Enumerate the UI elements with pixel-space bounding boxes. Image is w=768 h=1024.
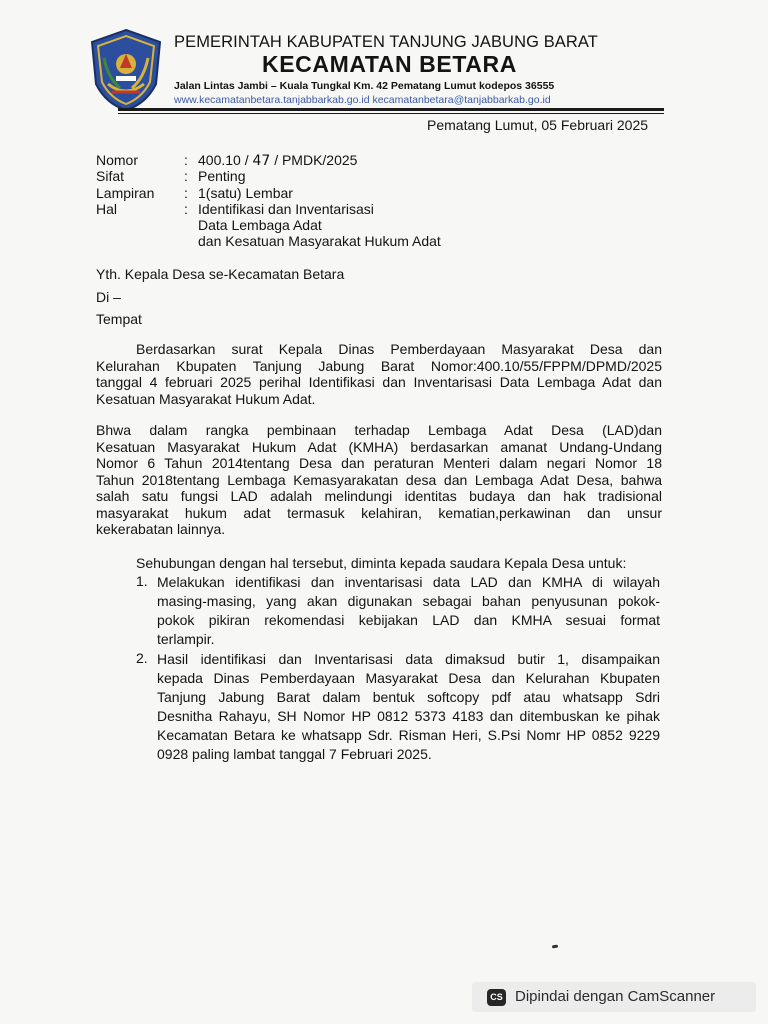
meta-colon: : [184, 201, 188, 217]
paragraph-line: salah satu fungsi LAD adalah melindungi identitas budaya dan hak tradisional [96, 488, 662, 504]
regency-emblem-icon [86, 28, 166, 112]
list-line: kepada Dinas Pemberdayaan Masyarakat Desa dan Kelurahan Kbupaten [157, 670, 660, 686]
paragraph-1 [96, 341, 662, 407]
meta-label-lampiran: Lampiran [96, 185, 155, 201]
list-item [136, 573, 660, 651]
paragraph-line: kekerabatan lainnya. [96, 521, 226, 537]
letter-date: Pematang Lumut, 05 Februari 2025 [427, 117, 649, 133]
list-line: Kecamatan Betara ke whatsapp Sdr. Risman Heri, S.Psi Nomr HP 0852 9229 [157, 727, 660, 743]
paragraph-line: Kelurahan Kbupaten Tanjung Jabung Barat Nomor:400.10/55/FPPM/DPMD/2025 [96, 357, 662, 374]
letterhead-divider-thin [118, 113, 664, 114]
paragraph-line: Tahun 2018tentang Lembaga Kemasyarakatan desa dan Lembaga Adat Desa, bahwa [96, 471, 662, 488]
meta-value-hal-line3: dan Kesatuan Masyarakat Hukum Adat [198, 233, 441, 249]
list-line: terlampir. [157, 631, 215, 647]
list-line: Hasil identifikasi dan Inventarisasi data dimaksud butir 1, disampaikan [157, 651, 660, 667]
meta-value-hal-line2: Data Lembaga Adat [198, 217, 322, 233]
letterhead-address: Jalan Lintas Jambi – Kuala Tungkal Km. 42 Pematang Lumut kodepos 36555 [174, 80, 555, 92]
list-item-body [157, 650, 660, 764]
letterhead-contact [174, 94, 551, 106]
list-line: masing-masing, yang akan digunakan sebagai bahan penyusunan pokok- [157, 593, 660, 609]
list-number: 2. [136, 650, 148, 666]
paragraph-line: Nomor 6 Tahun 2014tentang Desa dan peraturan Menteri dalam negari Nomor 18 [96, 455, 662, 471]
recipient-place: Tempat [96, 311, 142, 327]
list-item [136, 650, 660, 768]
list-number: 1. [136, 573, 148, 589]
meta-label-hal: Hal [96, 201, 118, 217]
meta-label-nomor: Nomor [96, 152, 139, 168]
letterhead-district-title: KECAMATAN BETARA [262, 51, 517, 77]
paragraph-2 [96, 422, 662, 538]
camscanner-watermark [472, 982, 756, 1012]
recipient-di: Di – [96, 289, 121, 305]
meta-colon: : [184, 168, 188, 184]
paragraph-line: Kesatuan Masyarakat Hukum Adat (KMHA) berdasarkan amanat Undang-Undang [96, 438, 662, 455]
camscanner-logo-icon: CS [487, 989, 506, 1006]
meta-value-sifat: Penting [198, 168, 246, 184]
letterhead-divider-thick [118, 108, 664, 111]
paragraph-3-intro: Sehubungan dengan hal tersebut, diminta kepada saudara Kepala Desa untuk: [136, 555, 627, 571]
recipient-line: Yth. Kepala Desa se-Kecamatan Betara [96, 266, 345, 282]
meta-colon: : [184, 152, 188, 168]
letterhead-email-link[interactable]: kecamatanbetara@tanjabbarkab.go.id [372, 94, 551, 106]
meta-colon: : [184, 185, 188, 201]
list-item-body [157, 573, 660, 649]
paragraph-line: Kesatuan Masyarakat Hukum Adat. [96, 390, 316, 407]
list-line: Tanjung Jabung Barat dalam bentuk softcopy pdf atau whatsapp Sdri [157, 689, 660, 705]
paragraph-line: tanggal 4 februari 2025 perihal Identifikasi dan Inventarisasi Data Lembaga Adat dan [96, 374, 662, 390]
paragraph-line: masyarakat hukum adat termasuk kelahiran, kematian,perkawinan dan unsur [96, 504, 662, 521]
paragraph-line: Berdasarkan surat Kepala Dinas Pemberdayaan Masyarakat Desa dan [136, 341, 662, 357]
letterhead-government-title: PEMERINTAH KABUPATEN TANJUNG JABUNG BARAT [174, 33, 598, 51]
list-line: pokok pikiran rekomendasi kebijakan LAD dan KMHA sesuai format [157, 612, 660, 628]
letterhead-website-link[interactable]: www.kecamatanbetara.tanjabbarkab.go.id [174, 94, 370, 106]
list-line: 0928 paling lambat tanggal 7 Februari 2025. [157, 746, 432, 762]
meta-value-hal: Identifikasi dan Inventarisasi [198, 201, 374, 217]
scan-speck [552, 945, 558, 949]
meta-value-nomor: 400.10 / 𝟦𝟩 / PMDK/2025 [198, 152, 358, 168]
camscanner-caption: Dipindai dengan CamScanner [515, 988, 716, 1005]
paragraph-line: Bhwa dalam rangka pembinaan terhadap Lembaga Adat Desa (LAD)dan [96, 422, 662, 438]
list-line: Melakukan identifikasi dan inventarisasi data LAD dan KMHA di wilayah [157, 574, 660, 590]
meta-value-lampiran: 1(satu) Lembar [198, 185, 293, 201]
list-line: Desnitha Rahayu, SH Nomor HP 0812 5373 4183 dan ditembuskan ke pihak [157, 708, 660, 724]
meta-label-sifat: Sifat [96, 168, 125, 184]
